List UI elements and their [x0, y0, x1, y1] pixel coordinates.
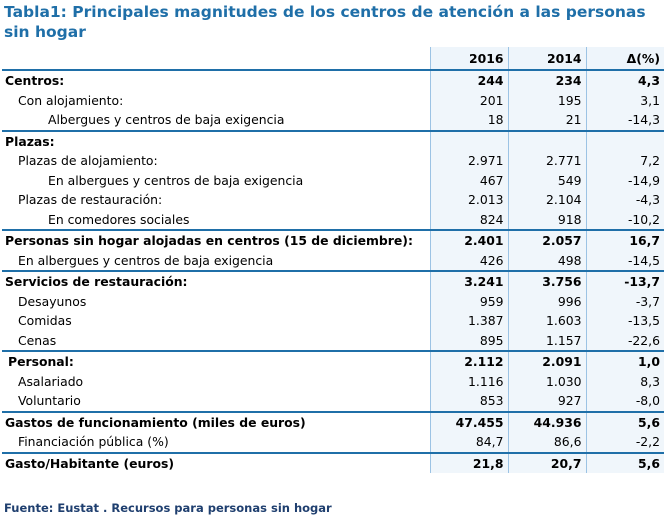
cell-delta: -4,3 [586, 190, 664, 210]
table-row [2, 190, 664, 210]
row-label: Personas sin hogar alojadas en centros (15 de diciembre): [2, 230, 430, 251]
cell-v2014: 195 [508, 91, 586, 111]
cell-v2016 [430, 131, 508, 152]
cell-v2014: 234 [508, 70, 586, 91]
cell-v2016: 1.387 [430, 311, 508, 331]
table-row [2, 171, 664, 191]
cell-v2016: 426 [430, 251, 508, 272]
cell-v2014: 20,7 [508, 453, 586, 474]
row-label: Asalariado [18, 373, 84, 389]
table-row [2, 351, 664, 372]
cell-v2014: 2.104 [508, 190, 586, 210]
cell-v2016: 2.112 [430, 351, 508, 372]
cell-v2014: 2.771 [508, 151, 586, 171]
cell-v2014: 3.756 [508, 271, 586, 292]
row-label: Albergues y centros de baja exigencia [48, 112, 285, 128]
cell-v2014: 2.091 [508, 351, 586, 372]
row-label: Plazas: [2, 131, 430, 152]
cell-v2016: 895 [430, 331, 508, 352]
cell-v2016: 18 [430, 110, 508, 131]
cell-delta: -14,5 [586, 251, 664, 272]
cell-delta: 7,2 [586, 151, 664, 171]
cell-v2014: 549 [508, 171, 586, 191]
cell-v2016: 21,8 [430, 453, 508, 474]
table-body [2, 70, 664, 473]
table-row [2, 110, 664, 131]
cell-v2016: 959 [430, 292, 508, 312]
row-label: Plazas de restauración: [18, 192, 163, 208]
cell-v2016: 47.455 [430, 412, 508, 433]
table-row [2, 372, 664, 392]
row-label: Con alojamiento: [18, 92, 124, 108]
table-row [2, 91, 664, 111]
cell-v2014: 1.603 [508, 311, 586, 331]
table-row [2, 271, 664, 292]
cell-delta: -14,3 [586, 110, 664, 131]
row-label: Cenas [18, 332, 57, 348]
table-row [2, 251, 664, 272]
table-title: Tabla1: Principales magnitudes de los centros de atención a las personas sin hogar [4, 3, 646, 41]
cell-v2014: 1.030 [508, 372, 586, 392]
table-row [2, 151, 664, 171]
row-label: Plazas de alojamiento: [18, 153, 158, 169]
row-label: Voluntario [18, 393, 81, 409]
cell-v2014: 86,6 [508, 432, 586, 453]
table-row [2, 432, 664, 453]
row-label: Desayunos [18, 293, 87, 309]
row-label: En comedores sociales [48, 211, 190, 227]
row-label: Gasto/Habitante (euros) [2, 453, 430, 474]
table-row [2, 412, 664, 433]
cell-delta: 4,3 [586, 70, 664, 91]
cell-delta: 1,0 [586, 351, 664, 372]
table-row [2, 331, 664, 352]
header-label-cell [2, 47, 430, 70]
cell-delta [586, 131, 664, 152]
header-2016: 2016 [430, 47, 508, 70]
cell-delta: -2,2 [586, 432, 664, 453]
header-delta: Δ(%) [586, 47, 664, 70]
table-row [2, 391, 664, 412]
cell-v2016: 2.971 [430, 151, 508, 171]
cell-v2014: 927 [508, 391, 586, 412]
table-row [2, 453, 664, 474]
cell-v2016: 467 [430, 171, 508, 191]
cell-v2014: 498 [508, 251, 586, 272]
cell-delta: 8,3 [586, 372, 664, 392]
row-label: Personal: [2, 351, 430, 372]
cell-delta: 5,6 [586, 412, 664, 433]
cell-delta: -3,7 [586, 292, 664, 312]
cell-v2014: 21 [508, 110, 586, 131]
cell-delta: 5,6 [586, 453, 664, 474]
cell-v2016: 3.241 [430, 271, 508, 292]
row-label: Centros: [5, 73, 65, 89]
table-row [2, 292, 664, 312]
row-label: En albergues y centros de baja exigencia [18, 252, 274, 268]
cell-delta: -8,0 [586, 391, 664, 412]
cell-v2016: 1.116 [430, 372, 508, 392]
header-2014: 2014 [508, 47, 586, 70]
cell-v2016: 853 [430, 391, 508, 412]
cell-v2016: 2.013 [430, 190, 508, 210]
cell-v2016: 201 [430, 91, 508, 111]
cell-v2014: 1.157 [508, 331, 586, 352]
table-row [2, 131, 664, 152]
table-row [2, 230, 664, 251]
table-row [2, 311, 664, 331]
cell-delta: 16,7 [586, 230, 664, 251]
cell-v2014: 996 [508, 292, 586, 312]
cell-v2014: 2.057 [508, 230, 586, 251]
cell-v2014 [508, 131, 586, 152]
table-row [2, 210, 664, 231]
cell-delta: -14,9 [586, 171, 664, 191]
row-label: En albergues y centros de baja exigencia [48, 172, 304, 188]
cell-v2016: 824 [430, 210, 508, 231]
cell-v2014: 44.936 [508, 412, 586, 433]
source-note: Fuente: Eustat . Recursos para personas sin hogar [4, 501, 332, 515]
cell-v2014: 918 [508, 210, 586, 231]
row-label: Servicios de restauración: [2, 271, 430, 292]
row-label: Comidas [18, 313, 72, 329]
header-row [2, 47, 664, 70]
cell-v2016: 84,7 [430, 432, 508, 453]
row-label: Financiación pública (%) [18, 434, 169, 450]
cell-delta: -13,7 [586, 271, 664, 292]
row-label: Gastos de funcionamiento (miles de euros) [2, 412, 430, 433]
cell-v2016: 244 [430, 70, 508, 91]
cell-delta: 3,1 [586, 91, 664, 111]
cell-delta: -10,2 [586, 210, 664, 231]
table-row [2, 70, 664, 91]
data-table [2, 47, 664, 473]
cell-delta: -22,6 [586, 331, 664, 352]
cell-delta: -13,5 [586, 311, 664, 331]
cell-v2016: 2.401 [430, 230, 508, 251]
